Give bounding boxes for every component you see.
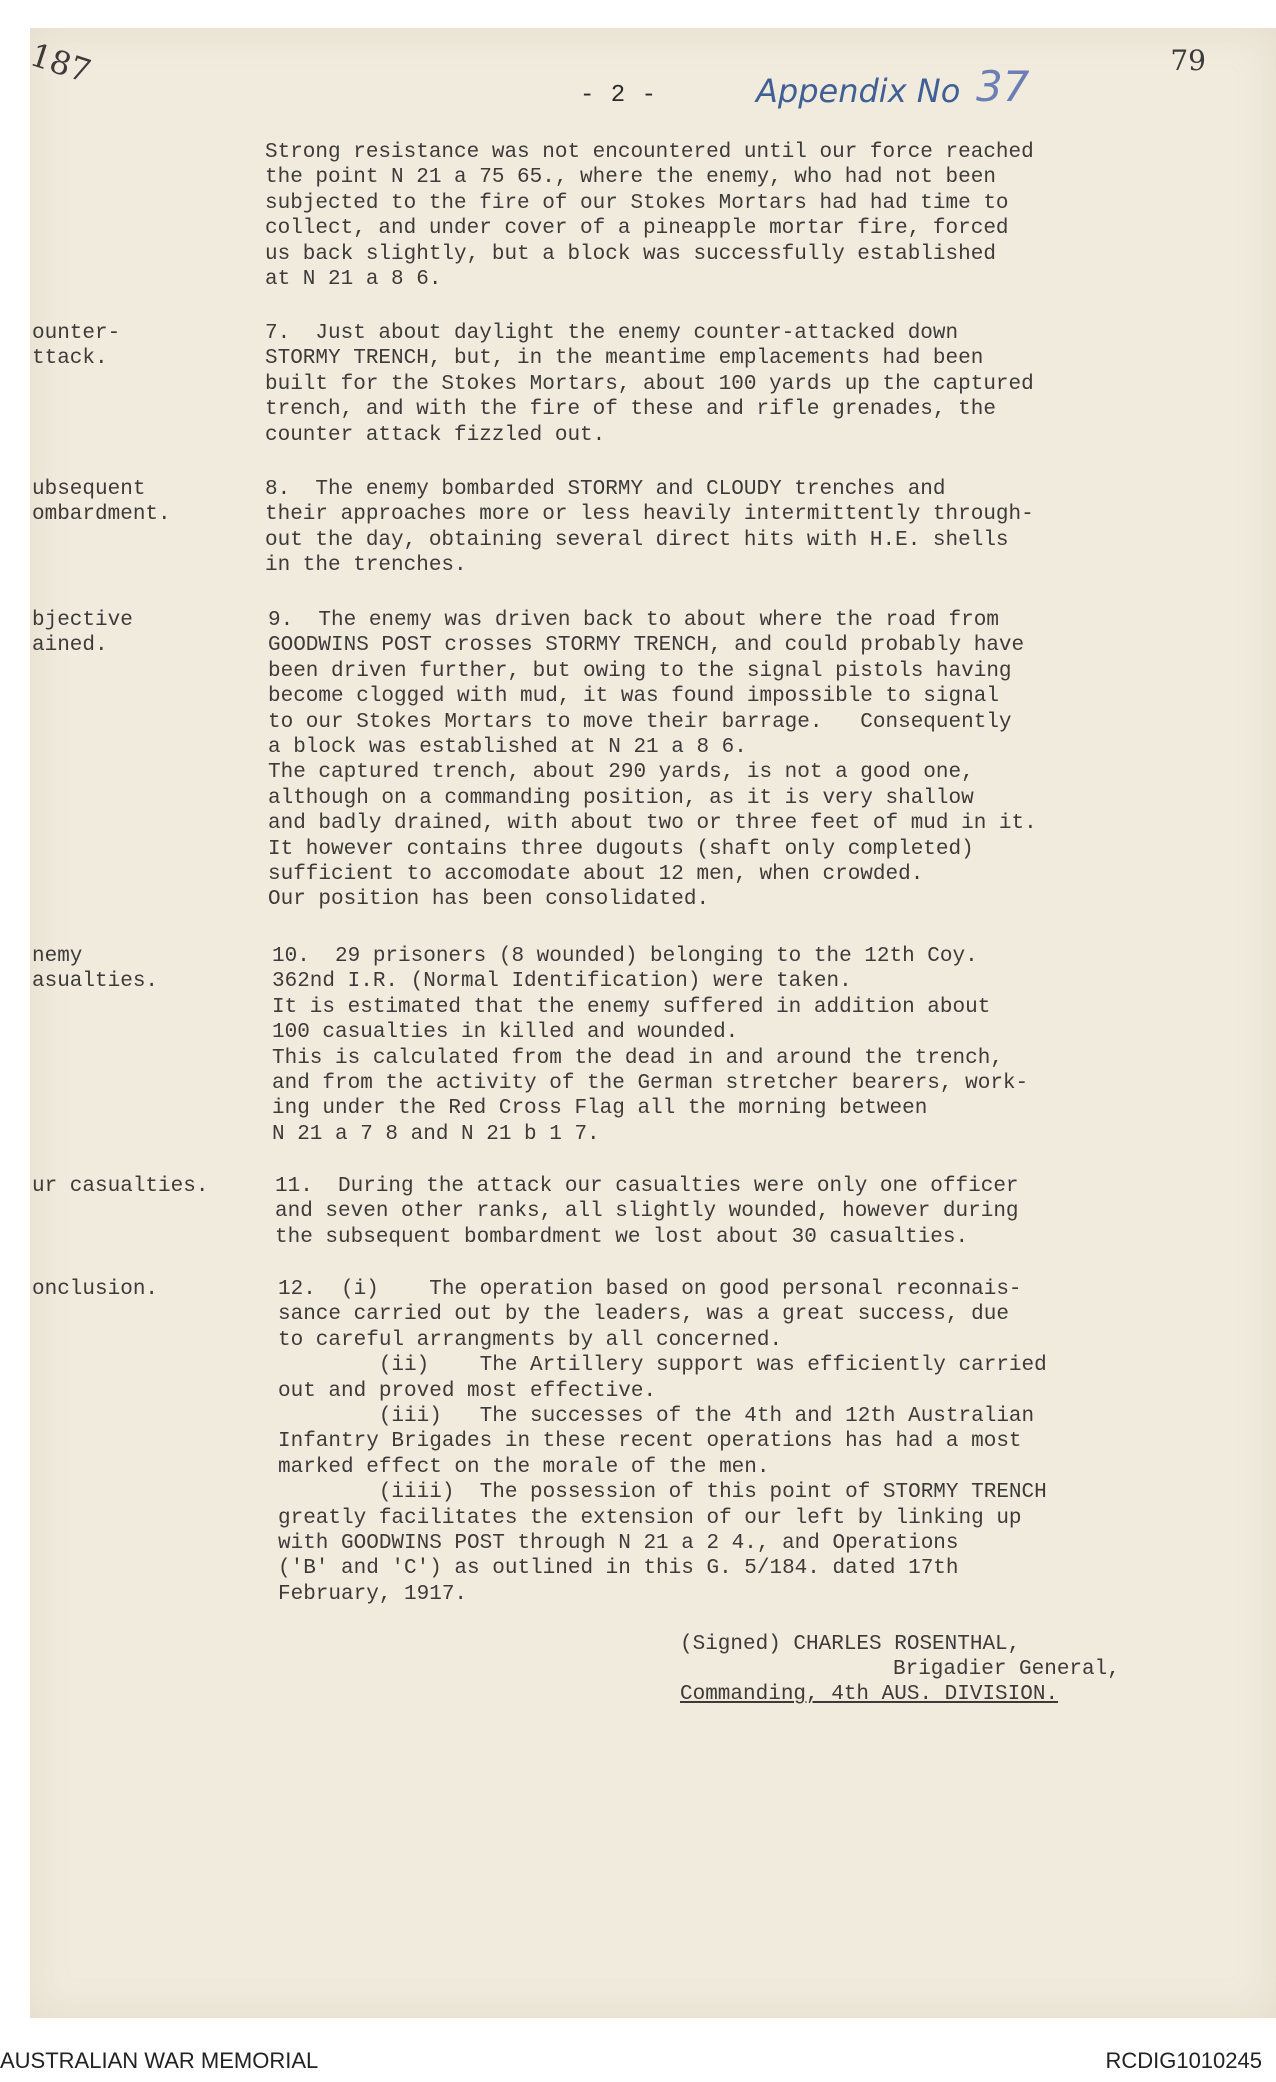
page-number: - 2 - [580,82,658,109]
margin-label-objective-gained: bjective ained. [32,609,133,658]
footer-record-id: RCDIG1010245 [1105,2048,1262,2073]
footer-institution: AUSTRALIAN WAR MEMORIAL [0,2048,319,2073]
signature-signed: (Signed) CHARLES ROSENTHAL, [680,1633,1021,1656]
corner-folio-left: 187 [25,35,96,91]
appendix-number: 37 [976,62,1030,111]
paragraph-10: 10. 29 prisoners (8 wounded) belonging to the 12th Coy. 362nd I.R. (Normal Identification) were taken. It is estimated that the enemy suffered in addition about 100 casualties in killed and wounded. This is calculated from the dead in and around the trench, and from the activity of the German stretcher bearers, work- ing under the Red Cross Flag all the morning between N 21 a 7 8 and N 21 b 1 7. [272,945,1029,1146]
paragraph-8: 8. The enemy bombarded STORMY and CLOUDY trenches and their approaches more or less heavily intermittently through- out the day, obtaining several direct hits with H.E. shells in the trenches. [265,478,1034,578]
paragraph-7: 7. Just about daylight the enemy counter-attacked down STORMY TRENCH, but, in the meantime emplacements had been built for the Stokes Mortars, about 100 yards up the captured trench, and with the fire of these and rifle grenades, the counter attack fizzled out. [265,322,1034,447]
paragraph-12: 12. (i) The operation based on good personal reconnais- sance carried out by the leaders, was a great success, due to careful arrangments by all concerned. (ii) The Artillery support was efficiently carried out and proved most effective. (iii) The successes of the 4th and 12th Australian Infantry Brigades in these recent operations has had a most marked effect on the morale of the men. (iiii) The possession of this point of STORMY TRENCH greatly facilitates the extension of our left by linking up with GOODWINS POST through N 21 a 2 4., and Operations ('B' and 'C') as outlined in this G. 5/184. dated 17th February, 1917. [278,1278,1047,1606]
corner-folio-right: 79 [1170,44,1206,77]
margin-label-counter-attack: ounter- ttack. [32,322,121,371]
appendix-label: Appendix No [756,72,961,110]
margin-label-our-casualties: ur casualties. [32,1175,209,1198]
paragraph-11: 11. During the attack our casualties were only one officer and seven other ranks, all slightly wounded, however during the subsequent bombardment we lost about 30 casualties. [275,1175,1019,1249]
margin-label-conclusion: onclusion. [32,1278,159,1301]
paragraph-9: 9. The enemy was driven back to about where the road from GOODWINS POST crosses STORMY TRENCH, and could probably have been driven further, but owing to the signal pistols having become clogged with mud, it was found impossible to signal to our Stokes Mortars to move their barrage. Consequently a block was established at N 21 a 8 6. The captured trench, about 290 yards, is not a good one, although on a commanding position, as it is very shallow and badly drained, with about two or three feet of mud in it. It however contains three dugouts (shaft only completed) sufficient to accomodate about 12 men, when crowded. Our position has been consolidated. [268,609,1037,912]
signature-rank: Brigadier General, [893,1658,1120,1681]
paragraph-intro: Strong resistance was not encountered until our force reached the point N 21 a 75 65., where the enemy, who had not been subjected to the fire of our Stokes Mortars had had time to collect, and under cover of a pineapple mortar fire, forced us back slightly, but a block was successfully established at N 21 a 8 6. [265,141,1034,292]
signature-command: Commanding, 4th AUS. DIVISION. [680,1683,1059,1706]
margin-label-enemy-casualties: nemy asualties. [32,945,159,994]
margin-label-subsequent-bombardment: ubsequent ombardment. [32,478,171,527]
